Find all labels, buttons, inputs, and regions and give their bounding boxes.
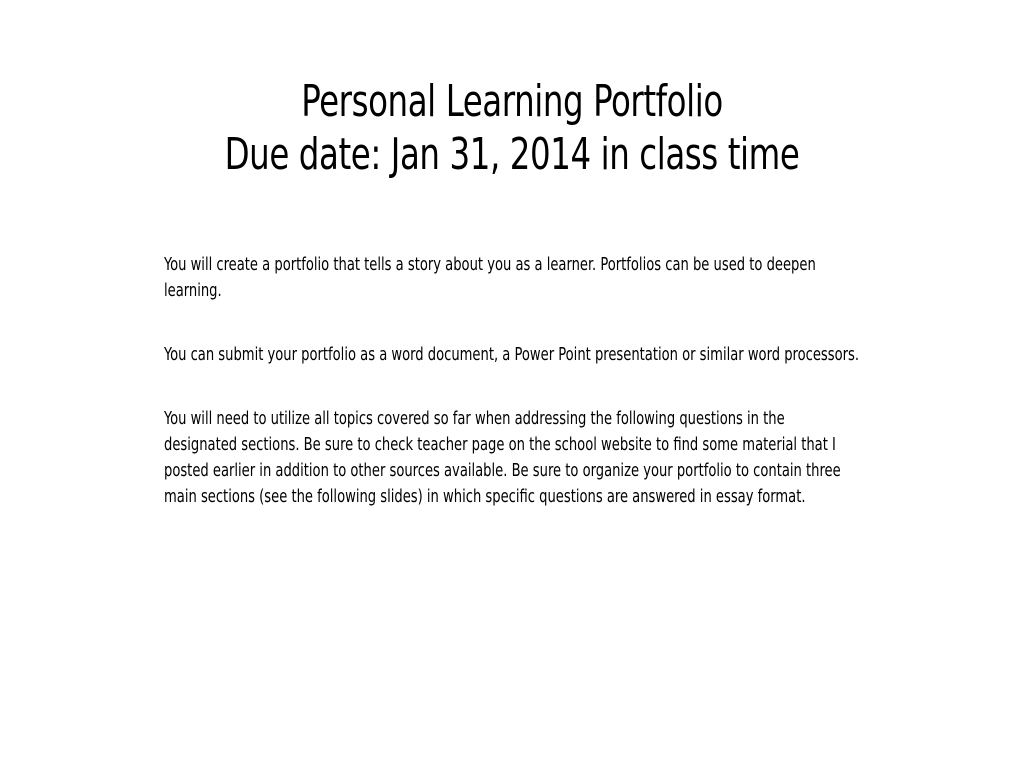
paragraph-intro xyxy=(164,252,864,304)
paragraph-instructions xyxy=(164,406,864,510)
title-line-1: Personal Learning Portfolio xyxy=(301,76,723,127)
paragraph-submission xyxy=(164,342,864,368)
paragraph-submission-text: You can submit your portfolio as a word document, a Power Point presentation or similar word processors. xyxy=(164,344,859,365)
title-line-2: Due date: Jan 31, 2014 in class time xyxy=(224,129,800,180)
slide-title xyxy=(184,75,840,181)
paragraph-instructions-text: You will need to utilize all topics covered so far when addressing the following questions in the designated sections. Be sure to check teacher page on the school website to find some material that I posted earlier in addition to other sources available. Be sure to organize your portfolio to contain three main sections (see the following slides) in which specific questions are answered in essay format. xyxy=(164,408,841,507)
paragraph-intro-text: You will create a portfolio that tells a story about you as a learner. Portfolios can be used to deepen learning. xyxy=(164,254,816,301)
slide-body xyxy=(164,252,864,548)
